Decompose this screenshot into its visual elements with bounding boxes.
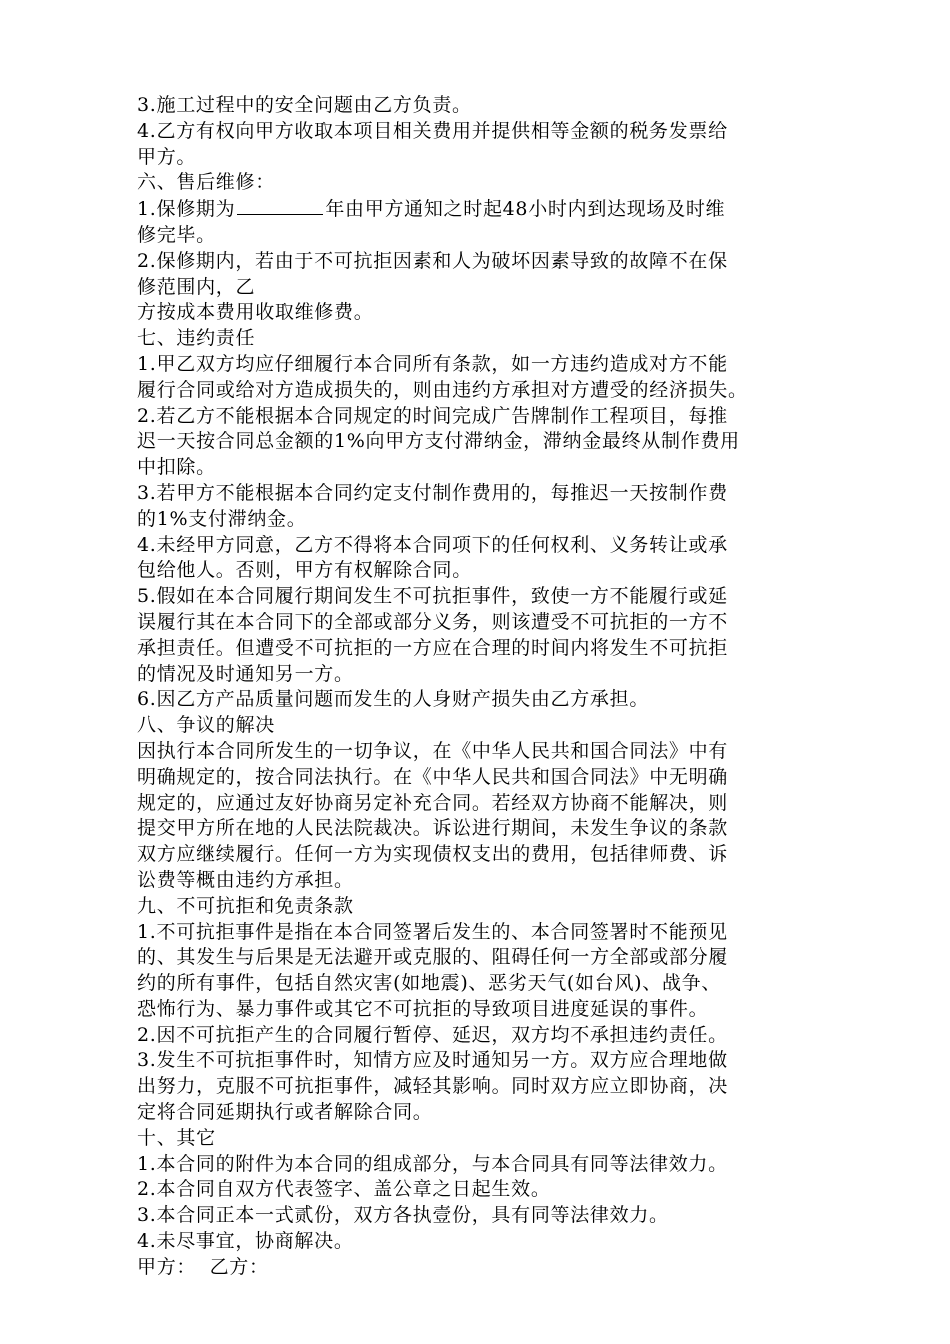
clause-line: 2.若乙方不能根据本合同规定的时间完成广告牌制作工程项目，每推: [137, 404, 728, 427]
clause-line: 2.保修期内，若由于不可抗拒因素和人为破坏因素导致的故障不在保: [137, 249, 728, 272]
signature-line: [137, 1255, 827, 1281]
warranty-prefix: 1.保修期为: [137, 198, 236, 221]
clause-line: 履行合同或给对方造成损失的，则由违约方承担对方遭受的经济损失。: [137, 378, 748, 401]
clause-line: 2.因不可抗拒产生的合同履行暂停、延迟，双方均不承担违约责任。: [137, 1023, 728, 1046]
clause-line: 的1%支付滞纳金。: [137, 507, 307, 530]
clause-line: 约的所有事件，包括自然灾害(如地震)、恶劣天气(如台风)、战争、: [137, 972, 722, 995]
clause-line: 恐怖行为、暴力事件或其它不可抗拒的导致项目进度延误的事件。: [137, 997, 709, 1020]
clause-line: 甲方。: [137, 145, 197, 168]
party-b-label: 乙方：: [209, 1255, 269, 1278]
clause-line: 因执行本合同所发生的一切争议，在《中华人民共和国合同法》中有: [137, 739, 729, 762]
clause-line: 1.甲乙双方均应仔细履行本合同所有条款，如一方违约造成对方不能: [137, 352, 728, 375]
clause-line: 修范围内，乙: [137, 275, 256, 298]
clause-line: 4.乙方有权向甲方收取本项目相关费用并提供相等金额的税务发票给: [137, 119, 728, 142]
clause-line: 1.不可抗拒事件是指在本合同签署后发生的、本合同签署时不能预见: [137, 920, 728, 943]
clause-line: 规定的，应通过友好协商另定补充合同。若经双方协商不能解决，则: [137, 791, 729, 814]
clause-line: 误履行其在本合同下的全部或部分义务，则该遭受不可抗拒的一方不: [137, 610, 729, 633]
clause-line: 双方应继续履行。任何一方为实现债权支出的费用，包括律师费、诉: [137, 843, 729, 866]
clause-line: 3.施工过程中的安全问题由乙方负责。: [137, 94, 472, 116]
warranty-line: [137, 196, 827, 223]
clause-line: 3.若甲方不能根据本合同约定支付制作费用的，每推迟一天按制作费: [137, 481, 728, 504]
clause-line: 定将合同延期执行或者解除合同。: [137, 1101, 433, 1124]
clause-line: 的、其发生与后果是无法避开或克服的、阻碍任何一方全部或部分履: [137, 946, 729, 969]
warranty-period-blank: [237, 196, 323, 215]
clause-line: 讼费等概由违约方承担。: [137, 868, 354, 891]
clause-line: 4.未经甲方同意，乙方不得将本合同项下的任何权利、义务转让或承: [137, 533, 728, 556]
clause-line: 4.未尽事宜，协商解决。: [137, 1230, 354, 1253]
section-heading-force-majeure: 九、不可抗拒和免责条款: [137, 894, 354, 917]
clause-line: 5.假如在本合同履行期间发生不可抗拒事件，致使一方不能履行或延: [137, 585, 728, 608]
clause-line: 的情况及时通知另一方。: [137, 662, 354, 685]
clause-line: 3.本合同正本一式贰份，双方各执壹份，具有同等法律效力。: [137, 1204, 669, 1227]
party-a-label: 甲方：: [137, 1255, 197, 1278]
clause-line: 6.因乙方产品质量问题而发生的人身财产损失由乙方承担。: [137, 688, 650, 711]
section-heading-dispute: 八、争议的解决: [137, 714, 275, 737]
clause-line: 包给他人。否则，甲方有权解除合同。: [137, 559, 472, 582]
clause-line: 出努力，克服不可抗拒事件，减轻其影响。同时双方应立即协商，决: [137, 1075, 729, 1098]
warranty-suffix: 年由甲方通知之时起48小时内到达现场及时维: [325, 198, 726, 221]
clause-line: 迟一天按合同总金额的1%向甲方支付滞纳金，滞纳金最终从制作费用: [137, 430, 740, 453]
section-heading-after-sales: 六、售后维修：: [137, 171, 275, 194]
clause-line: 明确规定的，按合同法执行。在《中华人民共和国合同法》中无明确: [137, 765, 729, 788]
clause-line: 提交甲方所在地的人民法院裁决。诉讼进行期间，未发生争议的条款: [137, 817, 729, 840]
clause-line: 承担责任。但遭受不可抗拒的一方应在合理的时间内将发生不可抗拒: [137, 636, 729, 659]
clause-line: 方按成本费用收取维修费。: [137, 301, 374, 324]
section-heading-other: 十、其它: [137, 1126, 216, 1149]
clause-line: 中扣除。: [137, 456, 216, 479]
clause-line: 修完毕。: [137, 223, 216, 246]
clause-line: 2.本合同自双方代表签字、盖公章之日起生效。: [137, 1178, 551, 1201]
document-body: [137, 93, 827, 1281]
clause-line: 3.发生不可抗拒事件时，知情方应及时通知另一方。双方应合理地做: [137, 1049, 728, 1072]
clause-line: 1.本合同的附件为本合同的组成部分，与本合同具有同等法律效力。: [137, 1152, 728, 1175]
section-heading-breach: 七、违约责任: [137, 327, 256, 350]
